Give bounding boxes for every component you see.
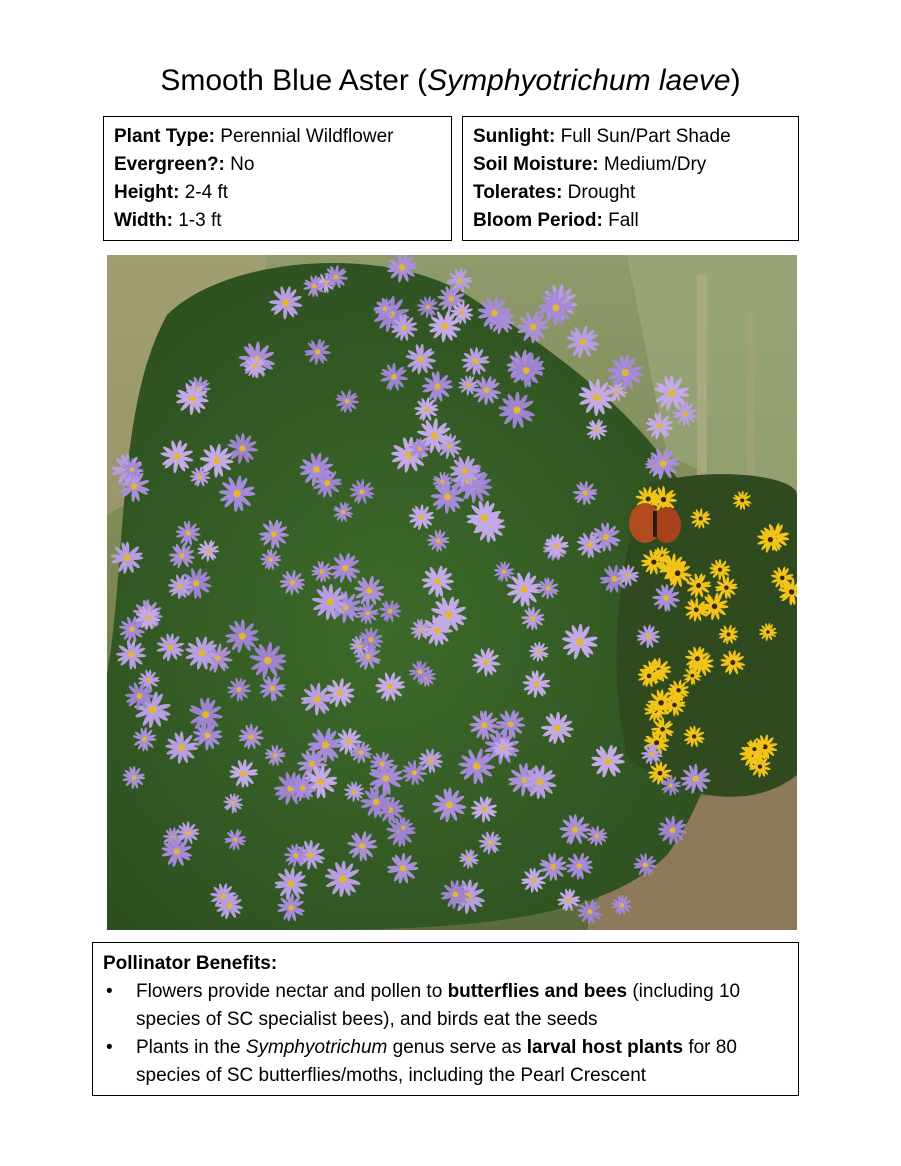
title-scientific-name: Symphyotrichum laeve [427, 64, 731, 97]
aster-photo-illustration [107, 255, 797, 930]
benefits-heading: Pollinator Benefits: [103, 953, 278, 974]
aster-photo [107, 255, 797, 930]
info-sunlight: Sunlight: Full Sun/Part Shade [473, 126, 731, 147]
bullet-icon: • [106, 981, 113, 1002]
bullet-icon: • [106, 1037, 113, 1058]
info-evergreen: Evergreen?: No [114, 154, 255, 175]
butterfly-icon [629, 503, 681, 543]
pollinator-benefits-box [92, 942, 799, 1096]
info-soil-moisture: Soil Moisture: Medium/Dry [473, 154, 707, 175]
info-width: Width: 1-3 ft [114, 210, 222, 231]
plant-info-box-right [462, 116, 799, 241]
title-close-paren: ) [730, 64, 741, 97]
benefit-item-host-plants: • Plants in the Symphyotrichum genus serve as larval host plants for 80 species of SC butterflies/moths, including the Pearl Crescent [103, 1034, 788, 1090]
title-common-name: Smooth Blue Aster ( [160, 64, 428, 97]
info-bloom-period: Bloom Period: Fall [473, 210, 639, 231]
plant-info-box-left [103, 116, 452, 241]
info-plant-type: Plant Type: Perennial Wildflower [114, 126, 394, 147]
info-height: Height: 2-4 ft [114, 182, 229, 203]
page-title [0, 62, 901, 100]
benefit-item-nectar: • Flowers provide nectar and pollen to butterflies and bees (including 10 species of SC specialist bees), and birds eat the seeds [103, 978, 788, 1034]
info-tolerates: Tolerates: Drought [473, 182, 636, 203]
